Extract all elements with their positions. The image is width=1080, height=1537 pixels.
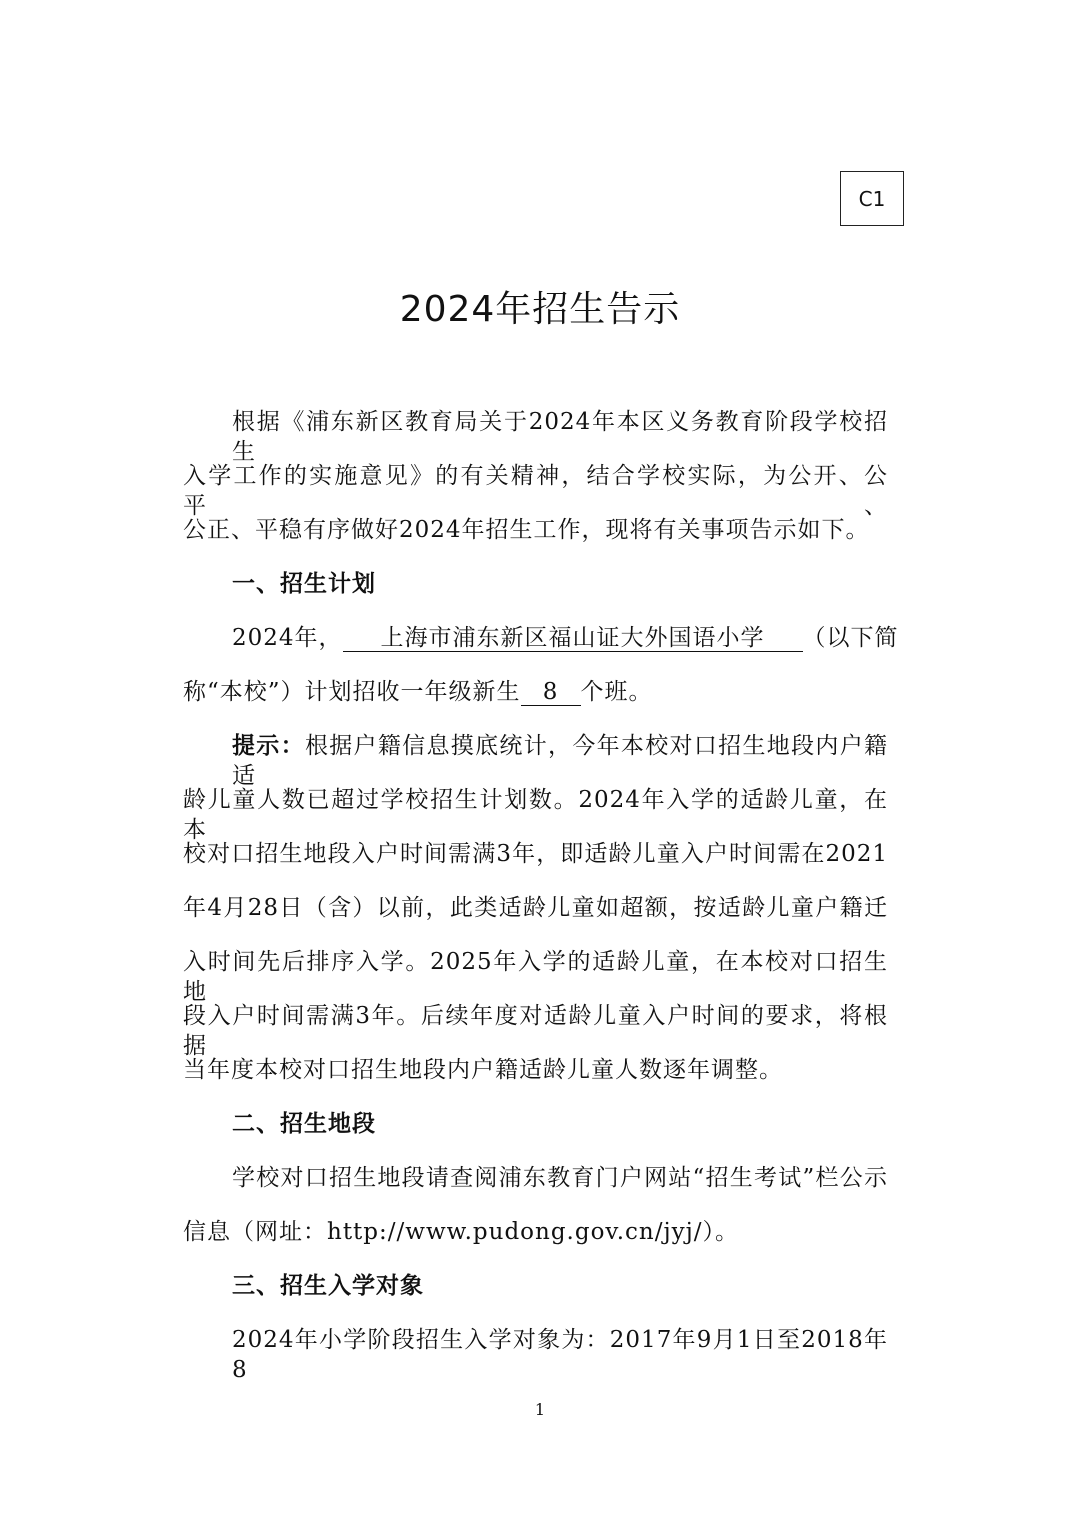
school-name-field: 上海市浦东新区福山证大外国语小学: [343, 625, 803, 652]
plan-line-2: [183, 677, 653, 707]
tip-label: 提示：: [232, 733, 305, 759]
tip-line-6: 段入户时间需满3年。后续年度对适龄儿童入户时间的要求，将根据: [183, 1003, 888, 1059]
district-line-1: 学校对口招生地段请查阅浦东教育门户网站“招生考试”栏公示: [232, 1165, 888, 1191]
plan-abbrev-text: （以下简: [802, 625, 899, 651]
intro-line-3: 公正、平稳有序做好2024年招生工作，现将有关事项告示如下。: [183, 517, 870, 543]
page-title: 2024年招生告示: [399, 289, 681, 330]
intro-line-2: 入学工作的实施意见》的有关精神，结合学校实际，为公开、公平、: [183, 463, 888, 519]
district-line-2: 信息（网址：http://www.pudong.gov.cn/jyj/）。: [183, 1219, 739, 1245]
section-heading-eligibility: 三、招生入学对象: [232, 1273, 424, 1299]
section-heading-plan: 一、招生计划: [232, 571, 376, 597]
class-count-field: 8: [521, 679, 581, 706]
tip-line-7: 当年度本校对口招生地段内户籍适龄儿童人数逐年调整。: [183, 1057, 783, 1083]
document-code-box: C1: [840, 171, 904, 226]
tip-line-2: 龄儿童人数已超过学校招生计划数。2024年入学的适龄儿童，在本: [183, 787, 888, 843]
intro-line-1: 根据《浦东新区教育局关于2024年本区义务教育阶段学校招生: [232, 409, 888, 465]
tip-line-4: 年4月28日（含）以前，此类适龄儿童如超额，按适龄儿童户籍迁: [183, 895, 888, 921]
tip-text-1: 根据户籍信息摸底统计，今年本校对口招生地段内户籍适: [232, 733, 889, 789]
plan-enroll-text: 称“本校”）计划招收一年级新生: [183, 679, 521, 705]
tip-line-1: [232, 731, 889, 789]
plan-year-text: 2024年，: [232, 625, 343, 651]
page-number: 1: [534, 1400, 546, 1419]
section-heading-district: 二、招生地段: [232, 1111, 376, 1137]
plan-line-1: [232, 623, 899, 653]
tip-line-3: 校对口招生地段入户时间需满3年，即适龄儿童入户时间需在2021: [183, 841, 888, 867]
eligibility-line-1: 2024年小学阶段招生入学对象为：2017年9月1日至2018年8: [232, 1327, 888, 1383]
tip-line-5: 入时间先后排序入学。2025年入学的适龄儿童，在本校对口招生地: [183, 949, 888, 1005]
plan-class-unit: 个班。: [580, 679, 653, 705]
